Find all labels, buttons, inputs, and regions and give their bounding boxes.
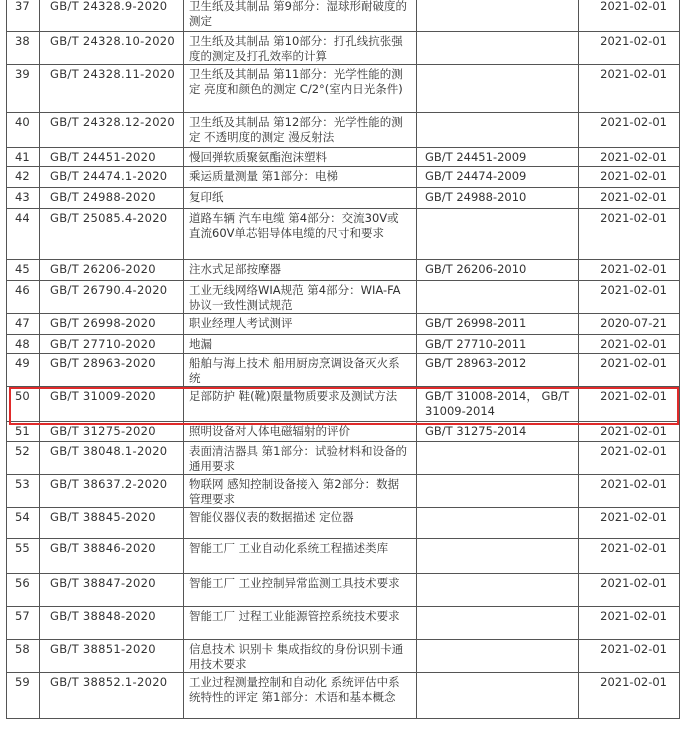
table-row [7,387,680,422]
standards-table-body [7,0,680,719]
standard-code-cell: GB/T 24328.9-2020 [40,0,184,32]
standard-code-cell: GB/T 26206-2020 [40,260,184,281]
standard-name-cell: 信息技术 识别卡 集成指纹的身份识别卡通用技术要求 [184,640,417,673]
standard-name-cell: 注水式足部按摩器 [184,260,417,281]
table-row [7,260,680,281]
standard-code-cell: GB/T 24328.11-2020 [40,65,184,113]
row-number-cell: 46 [7,281,40,314]
replaced-standard-cell: GB/T 31275-2014 [417,422,579,442]
standard-code-cell: GB/T 38846-2020 [40,539,184,574]
row-number-cell: 56 [7,574,40,607]
implementation-date-cell: 2021-02-01 [579,354,680,387]
row-number-cell: 38 [7,32,40,65]
replaced-standard-cell [417,32,579,65]
table-row [7,508,680,539]
standard-name-cell: 卫生纸及其制品 第12部分：光学性能的测定 不透明度的测定 漫反射法 [184,113,417,148]
standard-name-cell: 足部防护 鞋(靴)限量物质要求及测试方法 [184,387,417,422]
replaced-standard-cell [417,442,579,475]
standard-name-cell: 智能工厂 工业自动化系统工程描述类库 [184,539,417,574]
standard-code-cell: GB/T 25085.4-2020 [40,209,184,260]
implementation-date-cell: 2021-02-01 [579,640,680,673]
standard-code-cell: GB/T 26998-2020 [40,314,184,335]
implementation-date-cell: 2021-02-01 [579,574,680,607]
row-number-cell: 53 [7,475,40,508]
replaced-standard-cell [417,574,579,607]
implementation-date-cell: 2021-02-01 [579,188,680,209]
row-number-cell: 39 [7,65,40,113]
row-number-cell: 48 [7,335,40,354]
row-number-cell: 57 [7,607,40,640]
implementation-date-cell: 2021-02-01 [579,148,680,167]
standard-code-cell: GB/T 28963-2020 [40,354,184,387]
table-row [7,607,680,640]
row-number-cell: 51 [7,422,40,442]
replaced-standard-cell [417,475,579,508]
replaced-standard-cell [417,508,579,539]
standard-name-cell: 智能工厂 工业控制异常监测工具技术要求 [184,574,417,607]
row-number-cell: 50 [7,387,40,422]
row-number-cell: 47 [7,314,40,335]
implementation-date-cell: 2021-02-01 [579,335,680,354]
standards-table [6,0,680,719]
replaced-standard-cell: GB/T 28963-2012 [417,354,579,387]
replaced-standard-cell: GB/T 24474-2009 [417,167,579,188]
standard-code-cell: GB/T 31275-2020 [40,422,184,442]
table-row [7,442,680,475]
replaced-standard-cell [417,113,579,148]
replaced-standard-cell [417,65,579,113]
replaced-standard-cell [417,209,579,260]
replaced-standard-cell [417,673,579,719]
replaced-standard-cell: GB/T 27710-2011 [417,335,579,354]
standard-name-cell: 复印纸 [184,188,417,209]
implementation-date-cell: 2021-02-01 [579,0,680,32]
standard-name-cell: 船舶与海上技术 船用厨房烹调设备灭火系统 [184,354,417,387]
standard-name-cell: 工业过程测量控制和自动化 系统评估中系统特性的评定 第1部分：术语和基本概念 [184,673,417,719]
row-number-cell: 59 [7,673,40,719]
standard-name-cell: 乘运质量测量 第1部分：电梯 [184,167,417,188]
row-number-cell: 43 [7,188,40,209]
table-row [7,65,680,113]
row-number-cell: 45 [7,260,40,281]
implementation-date-cell: 2021-02-01 [579,260,680,281]
standard-code-cell: GB/T 27710-2020 [40,335,184,354]
table-row [7,148,680,167]
table-row [7,475,680,508]
implementation-date-cell: 2021-02-01 [579,607,680,640]
standard-code-cell: GB/T 24328.12-2020 [40,113,184,148]
table-row [7,113,680,148]
standards-table-container [6,0,679,719]
standard-code-cell: GB/T 38851-2020 [40,640,184,673]
row-number-cell: 49 [7,354,40,387]
table-row [7,167,680,188]
table-row [7,354,680,387]
standard-name-cell: 慢回弹软质聚氨酯泡沫塑料 [184,148,417,167]
replaced-standard-cell: GB/T 31008-2014， GB/T 31009-2014 [417,387,579,422]
row-number-cell: 54 [7,508,40,539]
standard-name-cell: 卫生纸及其制品 第9部分：湿球形耐破度的测定 [184,0,417,32]
replaced-standard-cell: GB/T 24988-2010 [417,188,579,209]
standard-code-cell: GB/T 24328.10-2020 [40,32,184,65]
implementation-date-cell: 2021-02-01 [579,673,680,719]
standard-name-cell: 表面清洁器具 第1部分：试验材料和设备的通用要求 [184,442,417,475]
table-row [7,314,680,335]
row-number-cell: 42 [7,167,40,188]
standard-name-cell: 地漏 [184,335,417,354]
standard-code-cell: GB/T 24451-2020 [40,148,184,167]
standard-code-cell: GB/T 38048.1-2020 [40,442,184,475]
replaced-standard-cell: GB/T 26206-2010 [417,260,579,281]
implementation-date-cell: 2021-02-01 [579,475,680,508]
standard-code-cell: GB/T 38637.2-2020 [40,475,184,508]
replaced-standard-cell [417,539,579,574]
replaced-standard-cell [417,640,579,673]
implementation-date-cell: 2021-02-01 [579,508,680,539]
standard-name-cell: 智能仪器仪表的数据描述 定位器 [184,508,417,539]
replaced-standard-cell: GB/T 24451-2009 [417,148,579,167]
standard-name-cell: 物联网 感知控制设备接入 第2部分：数据管理要求 [184,475,417,508]
table-row [7,335,680,354]
standard-code-cell: GB/T 26790.4-2020 [40,281,184,314]
implementation-date-cell: 2021-02-01 [579,442,680,475]
table-row [7,209,680,260]
standard-code-cell: GB/T 38848-2020 [40,607,184,640]
implementation-date-cell: 2021-02-01 [579,281,680,314]
table-row [7,32,680,65]
implementation-date-cell: 2021-02-01 [579,113,680,148]
table-row [7,281,680,314]
replaced-standard-cell [417,607,579,640]
implementation-date-cell: 2021-02-01 [579,387,680,422]
standard-name-cell: 卫生纸及其制品 第10部分：打孔线抗张强度的测定及打孔效率的计算 [184,32,417,65]
standard-name-cell: 照明设备对人体电磁辐射的评价 [184,422,417,442]
row-number-cell: 40 [7,113,40,148]
standard-code-cell: GB/T 38845-2020 [40,508,184,539]
row-number-cell: 55 [7,539,40,574]
standard-name-cell: 职业经理人考试测评 [184,314,417,335]
row-number-cell: 37 [7,0,40,32]
standard-code-cell: GB/T 31009-2020 [40,387,184,422]
table-row [7,673,680,719]
table-row [7,640,680,673]
replaced-standard-cell: GB/T 26998-2011 [417,314,579,335]
implementation-date-cell: 2020-07-21 [579,314,680,335]
standard-code-cell: GB/T 24474.1-2020 [40,167,184,188]
row-number-cell: 44 [7,209,40,260]
table-row [7,422,680,442]
replaced-standard-cell [417,0,579,32]
implementation-date-cell: 2021-02-01 [579,32,680,65]
standard-name-cell: 工业无线网络WIA规范 第4部分：WIA-FA协议一致性测试规范 [184,281,417,314]
implementation-date-cell: 2021-02-01 [579,209,680,260]
implementation-date-cell: 2021-02-01 [579,539,680,574]
standard-name-cell: 道路车辆 汽车电缆 第4部分：交流30V或直流60V单芯铝导体电缆的尺寸和要求 [184,209,417,260]
table-row [7,188,680,209]
table-row [7,0,680,32]
row-number-cell: 58 [7,640,40,673]
standard-code-cell: GB/T 24988-2020 [40,188,184,209]
table-row [7,539,680,574]
implementation-date-cell: 2021-02-01 [579,167,680,188]
implementation-date-cell: 2021-02-01 [579,422,680,442]
row-number-cell: 41 [7,148,40,167]
table-row [7,574,680,607]
standard-code-cell: GB/T 38847-2020 [40,574,184,607]
standard-name-cell: 智能工厂 过程工业能源管控系统技术要求 [184,607,417,640]
replaced-standard-cell [417,281,579,314]
standard-code-cell: GB/T 38852.1-2020 [40,673,184,719]
standard-name-cell: 卫生纸及其制品 第11部分：光学性能的测定 亮度和颜色的测定 C/2°(室内日光条件) [184,65,417,113]
implementation-date-cell: 2021-02-01 [579,65,680,113]
row-number-cell: 52 [7,442,40,475]
